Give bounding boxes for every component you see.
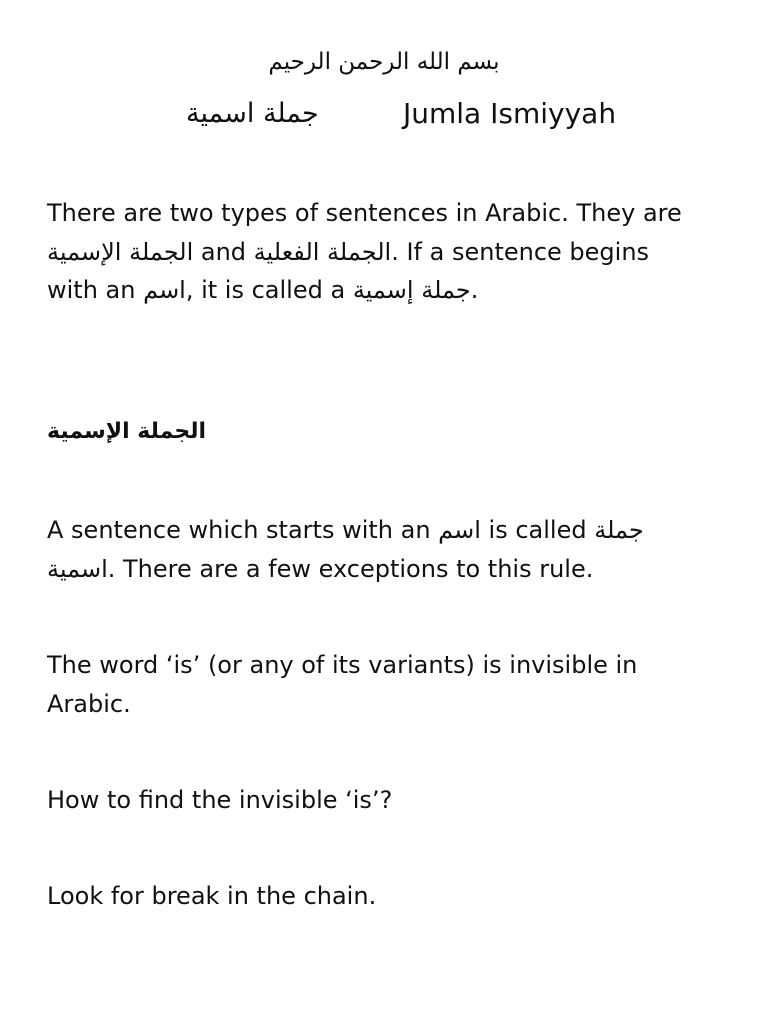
intro-line-2-end: . If a sentence begins: [391, 237, 650, 266]
definition-line-1: [47, 511, 722, 550]
definition-line-1-mid: is called: [480, 516, 595, 544]
term-jumla: جملة: [594, 516, 644, 544]
invisible-is-line-1: The word ‘is’ (or any of its variants) is invisible in: [47, 651, 638, 679]
title-row: [0, 92, 768, 136]
intro-line-3-start: with an: [47, 276, 144, 304]
intro-line-3-end: .: [470, 276, 479, 304]
term-ism: اسم: [438, 516, 481, 544]
title-english: Jumla Ismiyyah: [403, 97, 617, 130]
answer-line: Look for break in the chain.: [47, 882, 377, 910]
intro-line-1: There are two types of sentences in Arabic. They are: [47, 199, 682, 227]
bismillah-heading: بسم الله الرحمن الرحيم: [268, 49, 500, 75]
intro-line-3: [47, 271, 722, 310]
invisible-is-line-2: Arabic.: [47, 689, 131, 718]
invisible-is-paragraph: [47, 646, 722, 723]
definition-line-2: [47, 550, 722, 589]
question-line: How to find the invisible ‘is’?: [47, 786, 393, 814]
title-arabic: جملة اسمية: [186, 98, 319, 129]
term-ism: اسم: [143, 276, 186, 304]
term-jumla-ismiyyah: الجملة الإسمية: [47, 237, 194, 266]
definition-line-2-end: . There are a few exceptions to this rule.: [107, 554, 594, 583]
term-jumla-filiyyah: الجملة الفعلية: [253, 237, 392, 266]
intro-paragraph: [47, 194, 722, 310]
term-jumla-ismiyya: جملة إسمية: [352, 276, 471, 304]
term-ismiyya: اسمية: [47, 554, 108, 583]
intro-line-3-mid: , it is called a: [185, 276, 353, 304]
section-heading: الجملة الإسمية: [47, 419, 207, 444]
intro-and: and: [193, 237, 254, 266]
intro-line-2: [47, 233, 722, 272]
definition-paragraph: [47, 511, 722, 588]
definition-line-1-start: A sentence which starts with an: [47, 516, 439, 544]
